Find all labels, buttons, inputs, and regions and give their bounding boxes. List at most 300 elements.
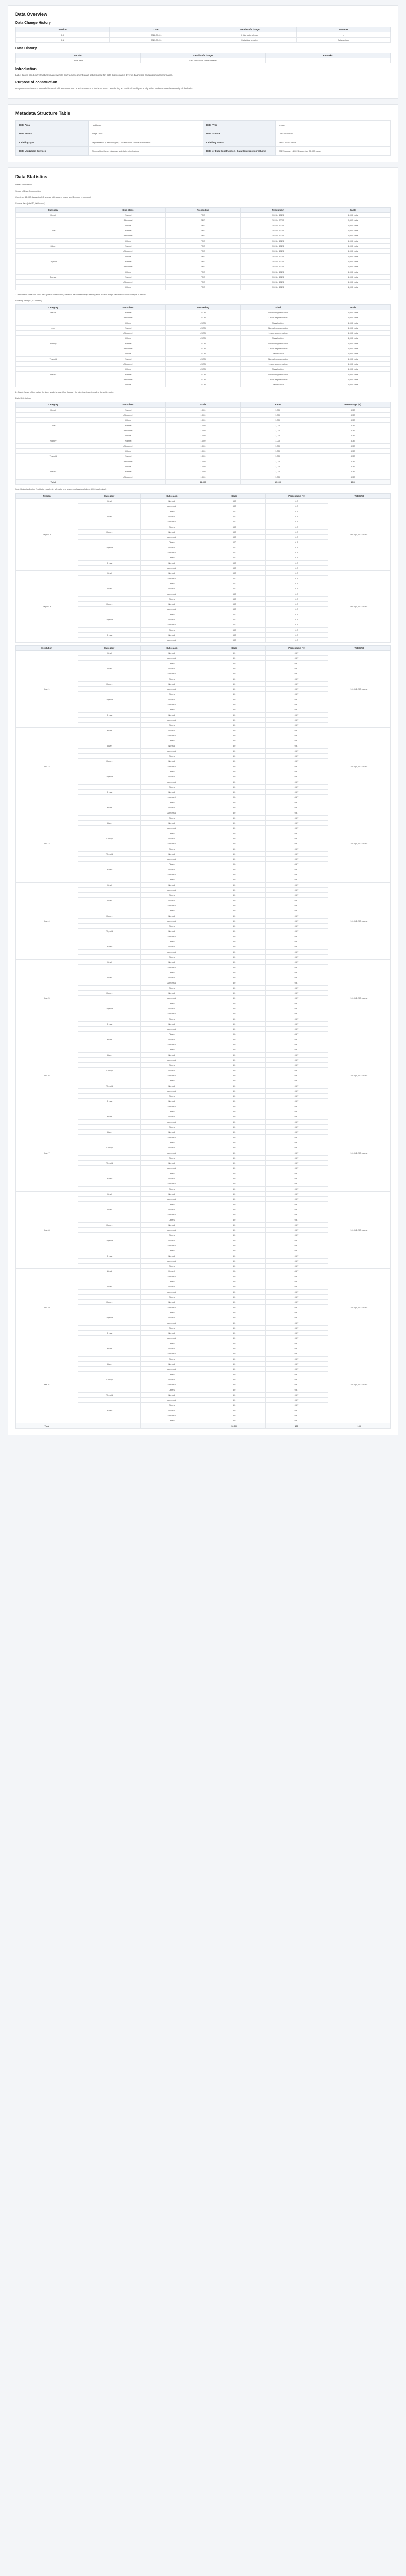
table-row [16, 336, 391, 341]
table-cell: Abnormal [140, 857, 203, 862]
table-cell: Kidney [78, 682, 140, 687]
table-cell: Heart [78, 1037, 140, 1042]
table-cell: JSON [166, 320, 241, 326]
table-cell: 80 [203, 749, 265, 754]
table-cell: Others [140, 986, 203, 991]
table-cell: Normal [140, 633, 203, 638]
table-cell: Others [140, 1125, 203, 1130]
table-cell: Abnormal [91, 428, 166, 433]
table-cell [91, 480, 166, 485]
table-cell: 80 [203, 1130, 265, 1135]
table-cell [78, 764, 140, 769]
table-cell: 80 [203, 955, 265, 960]
table-cell: 0.67 [266, 1156, 328, 1161]
table-cell: 0.67 [266, 805, 328, 810]
table-cell [78, 1295, 140, 1300]
table-row [16, 310, 391, 315]
table-cell: 80 [203, 1223, 265, 1228]
table-cell: Breast [78, 1331, 140, 1336]
table-cell: 80 [203, 1202, 265, 1207]
table-cell: 80 [203, 1269, 265, 1274]
table-cell: 1,000 [240, 454, 315, 459]
table-cell: 12,000 [240, 480, 315, 485]
table-row [16, 121, 391, 129]
table-cell: Others [140, 939, 203, 944]
table-cell: 80 [203, 1145, 265, 1150]
table-cell: Normal [140, 1253, 203, 1259]
table-cell: Normal [91, 275, 166, 280]
table-cell: Abnormal [140, 1290, 203, 1295]
table-cell: Abnormal [140, 638, 203, 643]
table-cell: 1024 × 1024 [240, 218, 315, 223]
table-cell: Thyroid [78, 1161, 140, 1166]
table-cell: JSON [166, 310, 241, 315]
table-cell: 80 [203, 738, 265, 743]
table-cell [78, 1228, 140, 1233]
table-cell: 0.67 [266, 743, 328, 749]
table-cell: Others [140, 1016, 203, 1022]
table-cell: 0.67 [266, 1109, 328, 1114]
table-cell: 0.67 [266, 960, 328, 965]
table-cell [78, 924, 140, 929]
column-header: Resolution [240, 208, 315, 213]
table-cell: Normal [140, 1037, 203, 1042]
table-cell: Abnormal [140, 1336, 203, 1341]
table-cell: 1.0 [16, 32, 110, 38]
table-cell: Liver [78, 743, 140, 749]
table-cell: 500 [203, 571, 265, 576]
table-cell [78, 919, 140, 924]
table-cell: 80 [203, 1357, 265, 1362]
table-cell: Abnormal [140, 950, 203, 955]
table-cell: 1,000 [240, 469, 315, 474]
table-cell [78, 723, 140, 728]
table-cell: Abnormal [140, 903, 203, 908]
table-cell [78, 857, 140, 862]
table-cell: 0.67 [266, 888, 328, 893]
table-cell [78, 1120, 140, 1125]
table-cell [78, 965, 140, 970]
table-cell: Normal [140, 1176, 203, 1181]
table-cell: 0.67 [266, 1078, 328, 1083]
table-cell: Breast [78, 867, 140, 872]
group-total: 10.0 (1,200 cases) [328, 1114, 390, 1192]
table-row [16, 428, 391, 433]
field-value: Image / PNG [89, 129, 203, 138]
table-cell: 1,000 [240, 438, 315, 444]
table-cell: 0.67 [266, 950, 328, 955]
table-cell: 0.67 [266, 872, 328, 877]
table-cell: 1,000 data [315, 254, 391, 259]
table-cell: 0.67 [266, 1362, 328, 1367]
table-cell: Kidney [78, 1068, 140, 1073]
table-cell: 1024 × 1024 [240, 280, 315, 285]
table-cell [78, 622, 140, 628]
table-cell: Classification [240, 336, 315, 341]
column-header: Percentage (%) [266, 494, 328, 499]
table-cell: 80 [203, 779, 265, 785]
table-cell [78, 1001, 140, 1006]
intro-line: Data Composition [15, 183, 32, 186]
table-cell: 80 [203, 1300, 265, 1305]
table-cell: Thyroid [78, 1083, 140, 1089]
group-total: 10.0 (1,200 cases) [328, 883, 390, 960]
table-cell: 1,000 data [315, 275, 391, 280]
table-row [16, 1114, 391, 1120]
table-cell: 0.67 [266, 774, 328, 779]
table-cell: Kidney [78, 1145, 140, 1150]
table-row [16, 1269, 391, 1274]
table-cell: Breast [78, 561, 140, 566]
table-cell: Others [91, 269, 166, 275]
table-cell: 0.67 [266, 790, 328, 795]
table-cell: 80 [203, 702, 265, 707]
table-cell: 0.67 [266, 1217, 328, 1223]
table-row [16, 728, 391, 733]
table-row [16, 223, 391, 228]
table-cell: 0.67 [266, 970, 328, 975]
table-cell: Abnormal [140, 1259, 203, 1264]
table-cell: Others [140, 555, 203, 561]
table-cell: Abnormal [140, 1135, 203, 1140]
table-cell: 0.67 [266, 1274, 328, 1279]
table-cell: Liver [16, 326, 91, 331]
table-cell: Abnormal [91, 444, 166, 449]
table-cell: Abnormal [91, 346, 166, 351]
table-cell [78, 1089, 140, 1094]
table-cell: 80 [203, 1351, 265, 1357]
table-cell: 8.33 [315, 433, 391, 438]
table-cell: Normal [140, 1393, 203, 1398]
table-cell: Others [140, 1341, 203, 1346]
table-cell: 4.2 [266, 607, 328, 612]
table-cell: 80 [203, 960, 265, 965]
table-cell: 0.67 [266, 1393, 328, 1398]
table-row [16, 418, 391, 423]
table-cell: 80 [203, 728, 265, 733]
table-cell: First disclosure of the dataset [140, 58, 266, 63]
table-cell [78, 692, 140, 697]
table-cell: Abnormal [140, 576, 203, 581]
table-cell [78, 707, 140, 713]
table-cell: 80 [203, 707, 265, 713]
table-cell: 500 [203, 622, 265, 628]
table-cell: Normal [91, 341, 166, 346]
table-cell: JSON [166, 351, 241, 357]
distribution-table [15, 402, 391, 485]
table-cell: 0.67 [266, 1058, 328, 1063]
table-cell: 8.33 [315, 474, 391, 480]
table-cell: 80 [203, 1022, 265, 1027]
table-cell: 1,000 [166, 474, 241, 480]
table-note: 3(a). Data distribution (institution, scale) in left: ratio and scale on class (excluding 4,000 scale data) [15, 488, 107, 490]
table-cell: 1,000 [166, 459, 241, 464]
table-cell [16, 269, 91, 275]
table-cell: Normal [140, 586, 203, 591]
table-cell: 0.67 [266, 651, 328, 656]
table-cell [16, 474, 91, 480]
table-cell: 80 [203, 970, 265, 975]
table-cell: 80 [203, 1197, 265, 1202]
table-caption: Data Distribution [15, 397, 31, 399]
table-cell [78, 1320, 140, 1326]
table-cell: Others [140, 1001, 203, 1006]
table-cell: 1,000 data [315, 341, 391, 346]
column-header: Label [240, 305, 315, 310]
table-cell: 80 [203, 1362, 265, 1367]
table-cell: Normal [140, 883, 203, 888]
table-cell: Lesion segmentation [240, 362, 315, 367]
table-cell: 4.2 [266, 535, 328, 540]
table-cell: Normal [140, 743, 203, 749]
group-total: 50.0 (6,000 cases) [328, 571, 390, 643]
table-cell: 4.2 [266, 628, 328, 633]
table-cell: 500 [203, 561, 265, 566]
table-cell: 80 [203, 924, 265, 929]
table-cell: Kidney [16, 341, 91, 346]
table-cell: 80 [203, 1320, 265, 1326]
table-cell: 4.2 [266, 602, 328, 607]
table-cell: 0.67 [266, 893, 328, 898]
table-cell: Abnormal [140, 702, 203, 707]
table-cell: 1,000 data [315, 377, 391, 382]
table-cell: 0.67 [266, 986, 328, 991]
table-cell: Normal segmentation [240, 372, 315, 377]
table-cell: 80 [203, 1181, 265, 1187]
group-total: 10.0 (1,200 cases) [328, 960, 390, 1037]
table-cell: 80 [203, 877, 265, 883]
table-cell: Abnormal [140, 519, 203, 524]
table-cell: 80 [203, 651, 265, 656]
table-cell: Normal segmentation [240, 326, 315, 331]
table-cell: 4.2 [266, 576, 328, 581]
table-cell: 1,000 data [315, 269, 391, 275]
table-cell: Others [140, 1310, 203, 1315]
table-cell: 0.67 [266, 764, 328, 769]
table-cell [16, 264, 91, 269]
table-cell: Breast [78, 633, 140, 638]
table-row [16, 362, 391, 367]
table-cell: Abnormal [91, 459, 166, 464]
table-cell: 500 [203, 514, 265, 519]
table-cell: 80 [203, 785, 265, 790]
table-cell: 1,000 data [315, 351, 391, 357]
table-cell: 0.67 [266, 1310, 328, 1315]
table-cell: 0.67 [266, 1032, 328, 1037]
table-cell: Others [140, 800, 203, 805]
table-cell: Abnormal [140, 1382, 203, 1387]
table-cell: 1,000 [166, 454, 241, 459]
table-cell: 8.33 [315, 454, 391, 459]
table-cell: - [297, 32, 391, 38]
table-cell: Normal [140, 759, 203, 764]
table-cell: 8.33 [315, 408, 391, 413]
table-cell: 1,000 [240, 459, 315, 464]
table-cell: 80 [203, 816, 265, 821]
table-cell: 0.67 [266, 980, 328, 986]
table-cell: 0.67 [266, 1387, 328, 1393]
table-cell: Normal [140, 602, 203, 607]
table-cell: Kidney [78, 530, 140, 535]
table-cell [78, 826, 140, 831]
table-cell: 80 [203, 898, 265, 903]
table-cell [78, 749, 140, 754]
table-cell: 0.67 [266, 728, 328, 733]
table-cell: 1,000 data [315, 357, 391, 362]
table-cell: 500 [203, 617, 265, 622]
field-label: Date of Data Construction / Data Construction Volume [203, 147, 276, 156]
table-cell: 8.33 [315, 469, 391, 474]
table-cell: 80 [203, 1217, 265, 1223]
group-label: Inst. 7 [16, 1114, 78, 1192]
region-distribution-table [15, 493, 391, 643]
table-cell: Abnormal [140, 1042, 203, 1047]
table-cell: 1,000 [240, 433, 315, 438]
table-cell: 1,000 data [315, 382, 391, 387]
table-cell: Normal [140, 499, 203, 504]
table-cell [16, 254, 91, 259]
table-cell: 4.2 [266, 524, 328, 530]
table-row [16, 264, 391, 269]
table-cell: 80 [203, 862, 265, 867]
table-cell [78, 566, 140, 571]
table-cell [78, 1073, 140, 1078]
table-cell: 4.2 [266, 530, 328, 535]
table-cell: 0.67 [266, 1150, 328, 1156]
group-label: Inst. 5 [16, 960, 78, 1037]
table-cell: 0.67 [266, 779, 328, 785]
table-cell [78, 950, 140, 955]
column-header: Date [110, 27, 203, 32]
table-cell [78, 1274, 140, 1279]
table-cell: 0.67 [266, 991, 328, 996]
table-row [16, 275, 391, 280]
table-cell: 80 [203, 661, 265, 666]
table-cell: 80 [203, 1011, 265, 1016]
table-cell: Abnormal [91, 362, 166, 367]
table-cell: 80 [203, 656, 265, 661]
table-cell: 4.2 [266, 509, 328, 514]
table-cell [78, 986, 140, 991]
table-cell: 0.67 [266, 671, 328, 676]
table-cell: Others [140, 862, 203, 867]
table-cell: 0.67 [266, 1408, 328, 1413]
table-cell [78, 607, 140, 612]
table-cell: Liver [16, 228, 91, 233]
table-row [16, 147, 391, 156]
table-cell [16, 280, 91, 285]
table-cell: Others [91, 464, 166, 469]
table-cell [78, 1187, 140, 1192]
table-cell: Normal [140, 571, 203, 576]
intro-line: Scope of Data Construction [15, 190, 41, 192]
table-cell: 80 [203, 1377, 265, 1382]
table-cell [16, 223, 91, 228]
table-cell: 80 [203, 1047, 265, 1053]
table-cell: 1024 × 1024 [240, 244, 315, 249]
table-cell [78, 687, 140, 692]
table-cell: Others [140, 707, 203, 713]
column-header: Sub-class [140, 646, 203, 651]
table-cell: 80 [203, 908, 265, 913]
table-cell: 0.67 [266, 1372, 328, 1377]
table-cell [78, 1243, 140, 1248]
table-cell: 0.67 [266, 1238, 328, 1243]
table-cell: 0.67 [266, 1331, 328, 1336]
table-cell: 80 [203, 929, 265, 934]
table-cell: Normal [140, 1006, 203, 1011]
table-cell: Normal [140, 1068, 203, 1073]
table-cell: 80 [203, 939, 265, 944]
table-row [16, 213, 391, 218]
table-cell: Abnormal [140, 1089, 203, 1094]
table-cell: 80 [203, 857, 265, 862]
table-cell: Thyroid [78, 929, 140, 934]
table-cell: Kidney [78, 602, 140, 607]
table-cell [78, 872, 140, 877]
table-cell: Liver [78, 898, 140, 903]
table-cell: Normal [140, 1269, 203, 1274]
table-cell: Breast [78, 1176, 140, 1181]
table-cell: 1,000 [240, 413, 315, 418]
table-cell: 1,000 data [315, 228, 391, 233]
table-cell: 500 [203, 530, 265, 535]
table-cell: 1024 × 1024 [240, 269, 315, 275]
table-cell: Others [140, 1202, 203, 1207]
table-cell: Thyroid [78, 697, 140, 702]
table-cell: 8.33 [315, 438, 391, 444]
table-row [16, 320, 391, 326]
table-cell: Abnormal [140, 810, 203, 816]
table-cell: 0.67 [266, 1418, 328, 1423]
table-cell: Others [140, 692, 203, 697]
table-cell [78, 1027, 140, 1032]
table-cell: 500 [203, 612, 265, 617]
table-cell: Abnormal [140, 1027, 203, 1032]
table-cell [16, 413, 91, 418]
table-row [16, 571, 391, 576]
table-cell: 1,000 data [315, 326, 391, 331]
table-cell: 0.67 [266, 661, 328, 666]
table-cell: 1,000 [240, 423, 315, 428]
table-cell: 0.67 [266, 913, 328, 919]
table-cell: 100 [328, 1423, 390, 1429]
table-cell: 0.67 [266, 1284, 328, 1290]
table-cell [16, 233, 91, 239]
group-label: Region B [16, 571, 78, 643]
table-cell: Kidney [78, 991, 140, 996]
table-cell: 80 [203, 1027, 265, 1032]
table-cell: 8.33 [315, 449, 391, 454]
table-cell [78, 1326, 140, 1331]
table-cell: Normal [140, 913, 203, 919]
table-cell: 0.67 [266, 831, 328, 836]
table-cell: 1,000 data [315, 244, 391, 249]
table-cell: 0.67 [266, 1099, 328, 1104]
table-cell: 80 [203, 1068, 265, 1073]
table-cell: 80 [203, 1053, 265, 1058]
field-label: Data Area [16, 121, 89, 129]
column-header: Category [16, 402, 91, 408]
column-header: Category [16, 305, 91, 310]
table-cell: 80 [203, 1104, 265, 1109]
table-cell: Normal [140, 991, 203, 996]
table-cell [78, 612, 140, 617]
table-cell: PNG [166, 223, 241, 228]
table-cell: Abnormal [140, 872, 203, 877]
table-cell: 500 [203, 566, 265, 571]
table-cell: 80 [203, 986, 265, 991]
